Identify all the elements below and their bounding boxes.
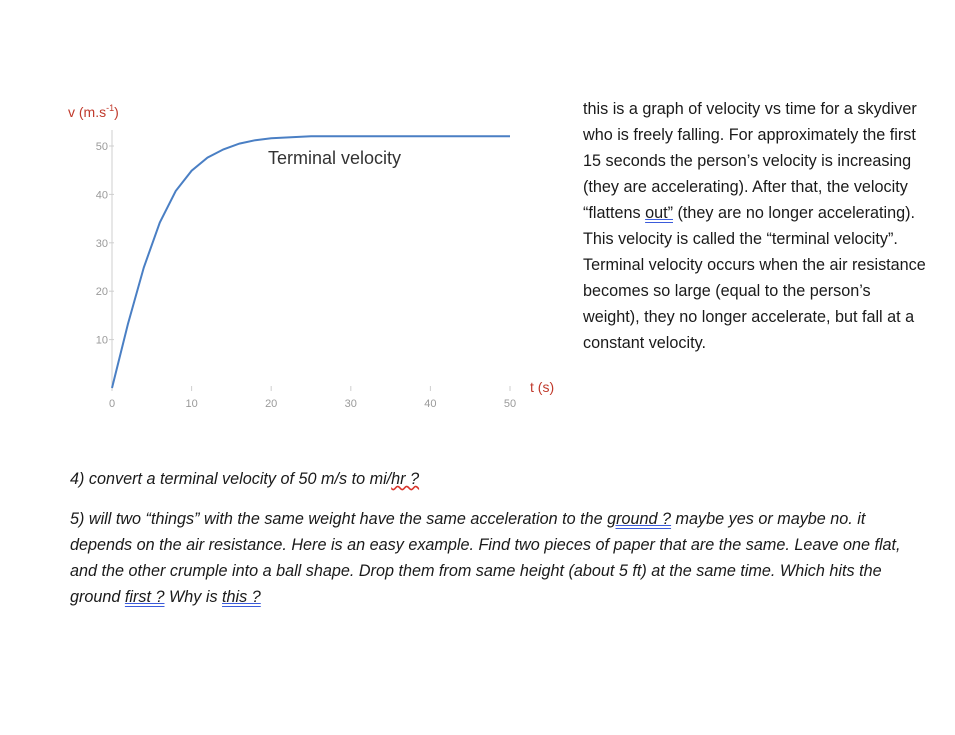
x-axis-label: t (s): [530, 379, 555, 395]
x-tick-label: 10: [185, 398, 198, 410]
y-axis-label: v $(m.s^{-1})$: [68, 103, 119, 120]
explanation-underlined-word: out”: [645, 204, 673, 222]
x-tick-label: 50: [503, 398, 517, 410]
y-tick-label: 30: [95, 237, 108, 250]
question-5-underlined-ground: ground ?: [607, 510, 672, 528]
question-4: [70, 466, 910, 492]
question-5-underlined-first: first ?: [124, 588, 165, 606]
x-axis-ticks: [109, 386, 516, 410]
y-tick-label: 20: [95, 286, 108, 299]
question-5: [70, 506, 920, 610]
question-5-text-3: Why is: [164, 588, 223, 606]
question-5-underlined-this: this ?: [222, 588, 261, 606]
velocity-time-chart: [0, 0, 575, 425]
x-tick-label: 30: [344, 398, 357, 410]
question-4-underlined: hr ?: [391, 470, 420, 488]
explanation-paragraph: [583, 96, 928, 356]
x-tick-label: 20: [265, 398, 278, 410]
x-tick-label: 40: [424, 398, 437, 410]
x-tick-label: 0: [108, 398, 116, 410]
question-5-text-2: maybe yes or maybe no. it depends on the air resistance. Here is an easy example. Find two pieces of paper that are the same. Leave one flat, and the other crumple into a ball shape. Drop them from same height (about 5 ft) at the same time. Which hits the ground: [70, 510, 901, 606]
y-tick-label: 40: [95, 189, 108, 202]
y-axis-ticks: [96, 141, 114, 347]
question-5-text-1: 5) will two “things” with the same weight have the same acceleration to the: [70, 510, 608, 528]
y-tick-label: 50: [95, 141, 108, 153]
velocity-curve: [112, 136, 510, 388]
question-4-text: 4) convert a terminal velocity of 50 m/s to mi/: [70, 470, 392, 488]
y-axis-label-superscript: -1: [106, 103, 115, 113]
y-tick-label: 10: [95, 334, 108, 347]
explanation-text-2: (they are no longer accelerating). This velocity is called the “terminal velocity”. Terminal velocity occurs when the air resistance becomes so large (equal to the person’s weight), they no longer accelerate, but fall at a constant velocity.: [583, 204, 926, 352]
explanation-text-1: this is a graph of velocity vs time for a skydiver who is freely falling. For approximately the first 15 seconds the person’s velocity is increasing (they are accelerating). After that, the velocity “flattens: [583, 100, 917, 222]
terminal-velocity-annotation: Terminal velocity: [268, 148, 402, 168]
